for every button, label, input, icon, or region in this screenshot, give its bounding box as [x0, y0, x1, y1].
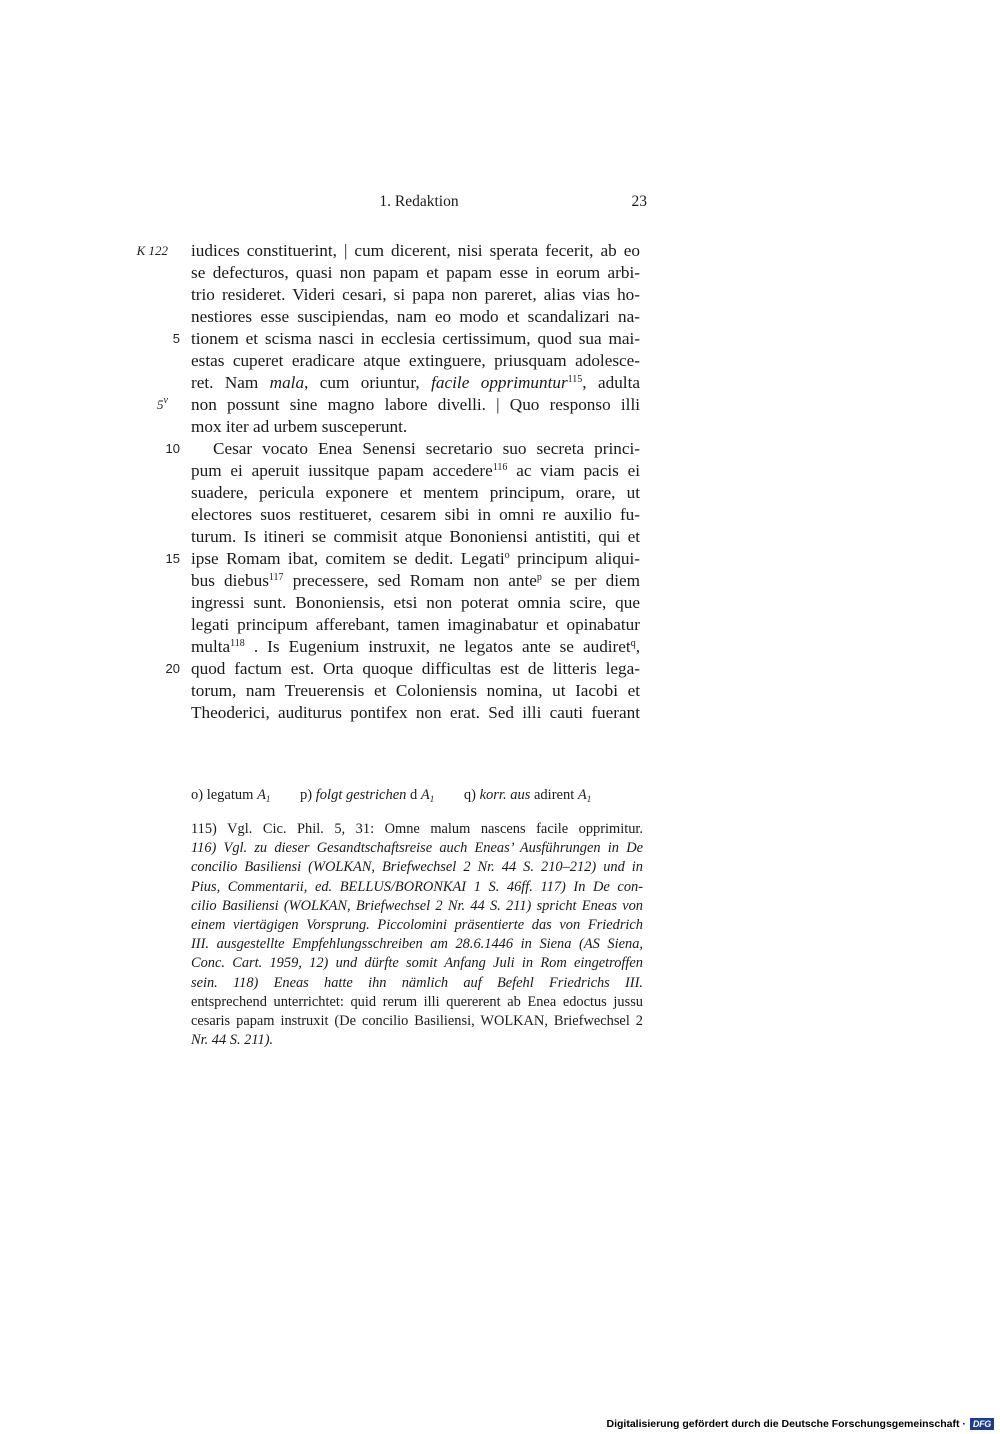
- footnote-line: 115) Vgl. Cic. Phil. 5, 31: Omne malum nascens facile opprimitur.: [191, 821, 643, 837]
- text-line: pum ei aperuit iussitque papam accedere$^{116}$ ac viam pacis ei: [191, 461, 640, 480]
- text-line: trio resideret. Videri cesari, si papa non pareret, alias vias ho-: [191, 285, 640, 304]
- footnote-line: 116) Vgl. zu dieser Gesandtschaftsreise auch Eneas’ Ausführungen in De: [191, 840, 643, 857]
- text-line: mox iter ad urbem susceperunt.: [191, 417, 408, 436]
- text-line: torum, nam Treuerensis et Coloniensis nomina, ut Iacobi et: [191, 681, 640, 700]
- footnote-line: einem viertägigen Vorsprung. Piccolomini präsentierte das von Friedrich: [191, 916, 643, 933]
- dfg-notice-text: Digitalisierung gefördert durch die Deutsche Forschungsgemeinschaft ·: [606, 1418, 966, 1430]
- text-line: ingressi sunt. Bononiensis, etsi non poterat omnia scire, que: [191, 593, 640, 612]
- dfg-logo-icon: DFG: [970, 1418, 994, 1430]
- text-line: non possunt sine magno labore divelli. | Quo responso illi: [191, 395, 640, 414]
- apparatus-ref-q[interactable]: q: [630, 638, 636, 649]
- text-line: Theoderici, auditurus pontifex non erat. Sed illi cauti fuerant: [191, 703, 640, 722]
- italic-mala: mala: [269, 373, 305, 392]
- apparatus-note-q: q) korr. aus adirent $A_1$: [463, 787, 592, 804]
- margin-folio: 5$^v$: [157, 395, 168, 412]
- text-line: bus diebus$^{117}$ precessere, sed Romam non ante$^p$ se per diem: [191, 571, 640, 590]
- text-line: iudices constituerint, | cum dicerent, nisi sperata fecerit, ab eo: [191, 241, 640, 260]
- footnote-line: Nr. 44 S. 211).: [191, 1032, 274, 1049]
- text-line: ipse Romam ibat, comitem se dedit. Legati$^o$ principum aliqui-: [191, 549, 641, 568]
- page-header: [191, 193, 647, 215]
- apparatus-note-p: p) folgt gestrichen d $A_1$: [300, 787, 435, 804]
- footnote-line: Pius, Commentarii, ed. BELLUS/BORONKAI 1 S. 46ff. 117) In De con-: [191, 878, 643, 895]
- text-line: electores suos restitueret, cesarem sibi in omni re auxilio fu-: [191, 505, 640, 524]
- line-number-15: 15: [165, 551, 180, 566]
- text-line: estas cuperet eradicare atque extinguere, priusquam adolesce-: [191, 351, 640, 370]
- running-head: 1. Redaktion: [379, 193, 459, 210]
- apparatus-ref-p[interactable]: p: [536, 572, 542, 583]
- text-line: nestiores esse suscipiendas, nam eo modo et scandalizari na-: [191, 307, 640, 326]
- footnote-ref-118[interactable]: 118: [230, 638, 245, 649]
- footnote-line: entsprechend unterrichtet: quid rerum illi quererent ab Enea edoctus jussu: [191, 993, 643, 1010]
- footnote-line: sein. 118) Eneas hatte ihn nämlich auf Befehl Friedrichs III.: [191, 974, 643, 991]
- page-number: 23: [631, 193, 647, 210]
- footnote-line: Conc. Cart. 1959, 12) und dürfte somit Anfang Juli in Rom eingetroffen: [191, 955, 643, 972]
- text-line: suadere, pericula exponere et mentem principum, orare, ut: [191, 483, 640, 502]
- italic-facile: facile opprimuntur: [431, 373, 568, 392]
- text-line: legati principum afferebant, tamen imaginabatur et opinabatur: [191, 615, 640, 634]
- text-line: tionem et scisma nasci in ecclesia certissimum, quod sua mai-: [191, 329, 640, 348]
- text-line: ret. Nam mala, cum oriuntur, facile opprimuntur$^{115}$, adulta: [191, 373, 640, 392]
- footnote-line: concilio Basiliensi (WOLKAN, Briefwechsel 2 Nr. 44 S. 210–212) und in: [191, 859, 643, 876]
- text-line: multa$^{118}$ . Is Eugenium instruxit, ne legatos ante se audiret$^q$,: [191, 637, 640, 656]
- footnote-ref-117[interactable]: 117: [268, 572, 284, 583]
- line-number-10: 10: [165, 441, 180, 456]
- line-number-5: 5: [172, 331, 180, 346]
- text-line: Cesar vocato Enea Senensi secretario suo secreta princi-: [213, 439, 640, 458]
- text-line: turum. Is itineri se commisit atque Bononiensi antistiti, qui et: [191, 527, 640, 546]
- apparatus-note-o: o) legatum $A_1$: [191, 787, 271, 804]
- text-line: quod factum est. Orta quoque difficultas est de litteris lega-: [191, 659, 640, 678]
- footnote-line: III. ausgestellte Empfehlungsschreiben am 28.6.1446 in Siena (AS Siena,: [191, 936, 643, 953]
- apparatus-ref-o[interactable]: o: [504, 550, 510, 561]
- footnote-line: cilio Basiliensi (WOLKAN, Briefwechsel 2 Nr. 44 S. 211) spricht Eneas von: [191, 897, 643, 914]
- footnote-ref-115[interactable]: 115: [567, 374, 583, 385]
- footnotes: [191, 820, 643, 1050]
- dfg-funding-notice: [607, 1417, 995, 1431]
- line-number-20: 20: [165, 661, 180, 676]
- footnote-ref-116[interactable]: 116: [492, 462, 508, 473]
- text-line: se defecturos, quasi non papam et papam esse in eorum arbi-: [191, 263, 640, 282]
- margin-reference-k122: K 122: [136, 243, 168, 258]
- footnote-line: cesaris papam instruxit (De concilio Basiliensi, WOLKAN, Briefwechsel 2: [191, 1012, 643, 1029]
- critical-apparatus: [191, 786, 651, 809]
